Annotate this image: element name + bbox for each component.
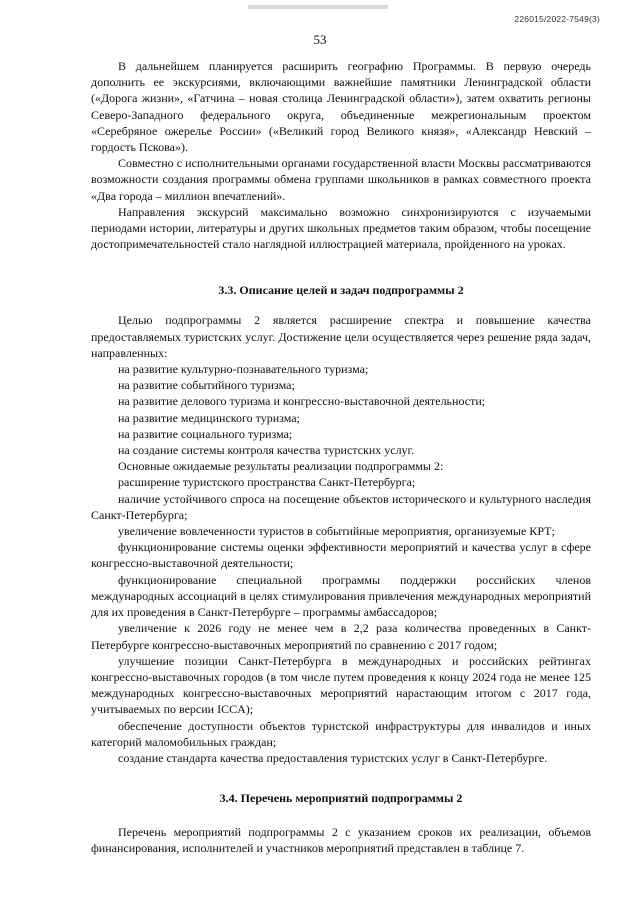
section-heading: 3.3. Описание целей и задач подпрограммы 2 (218, 283, 464, 298)
top-stamp-mark (248, 5, 388, 9)
list-item: функционирование специальной программы поддержки российских членов международных ассоциаций в целях стимулирования привлечения международных мероприятий для их проведения в Санкт-Петербурге – программы амбассадоров; (91, 572, 591, 620)
list-item: увеличение вовлеченности туристов в событийные мероприятия, организуемые КРТ; (118, 524, 555, 539)
paragraph: В дальнейшем планируется расширить географию Программы. В первую очередь дополнить ее экскурсиями, включающими важнейшие памятники Ленинградской области («Дорога жизни», «Гатчина – новая столица Ленинградской области»), затем охватить регионы Северо-Западного федерального округа, объединенные межрегиональным проектом «Серебряное ожерелье России» («Великий город Великого князя», «Александр Невский – гордость Пскова»). (91, 59, 591, 155)
paragraph: Совместно с исполнительными органами государственной власти Москвы рассматриваются возможности создания программы обмена группами школьников в рамках совместного проекта «Два города – миллион впечатлений». (91, 156, 591, 203)
list-item: на создание системы контроля качества туристских услуг. (118, 443, 415, 458)
list-item: увеличение к 2026 году не менее чем в 2,2 раза количества проведенных в Санкт-Петербурге конгрессно-выставочных мероприятий по сравнению с 2017 годом; (91, 621, 591, 652)
list-item: создание стандарта качества предоставления туристских услуг в Санкт-Петербурге. (118, 750, 548, 765)
list-item: на развитие событийного туризма; (118, 378, 295, 393)
list-item: на развитие делового туризма и конгрессно-выставочной деятельности; (118, 394, 486, 409)
list-item: улучшение позиции Санкт-Петербурга в международных и российских рейтингах конгрессно-выставочных городов (в том числе путем проведения к концу 2024 года не менее 125 международных конгрессно-выставочных мероприятий нарастающим итогом с 2017 года, учитываемых по версии ICCA); (91, 653, 591, 717)
list-item: обеспечение доступности объектов туристской инфраструктуры для инвалидов и иных категорий маломобильных граждан; (91, 718, 591, 749)
list-item: наличие устойчивого спроса на посещение объектов исторического и культурного наследия Санкт-Петербурга; (91, 491, 591, 522)
list-item: расширение туристского пространства Санкт-Петербурга; (118, 475, 416, 490)
paragraph: Перечень мероприятий подпрограммы 2 с указанием сроков их реализации, объемов финансирования, исполнителей и участников мероприятий представлен в таблице 7. (91, 825, 591, 856)
list-item: на развитие социального туризма; (118, 426, 293, 441)
paragraph: Целью подпрограммы 2 является расширение спектра и повышение качества предоставляемых туристских услуг. Достижение цели осуществляется через решение ряда задач, направленных: (91, 313, 591, 360)
paragraph: Направления экскурсий максимально возможно синхронизируются с изучаемыми периодами истории, литературы и других школьных предметов таким образом, чтобы посещение достопримечательностей стало наглядной иллюстрацией материала, пройденного на уроках. (91, 204, 591, 252)
paragraph: Основные ожидаемые результаты реализации подпрограммы 2: (118, 459, 444, 474)
list-item: функционирование системы оценки эффективности мероприятий и качества услуг в сфере конгрессно-выставочной деятельности; (91, 540, 591, 571)
list-item: на развитие культурно-познавательного туризма; (118, 362, 369, 377)
document-code: 226015/2022-7549(3) (514, 14, 600, 24)
page-number: 53 (313, 32, 327, 47)
section-heading: 3.4. Перечень мероприятий подпрограммы 2 (219, 791, 463, 806)
document-body (91, 58, 591, 857)
list-item: на развитие медицинского туризма; (118, 410, 300, 425)
